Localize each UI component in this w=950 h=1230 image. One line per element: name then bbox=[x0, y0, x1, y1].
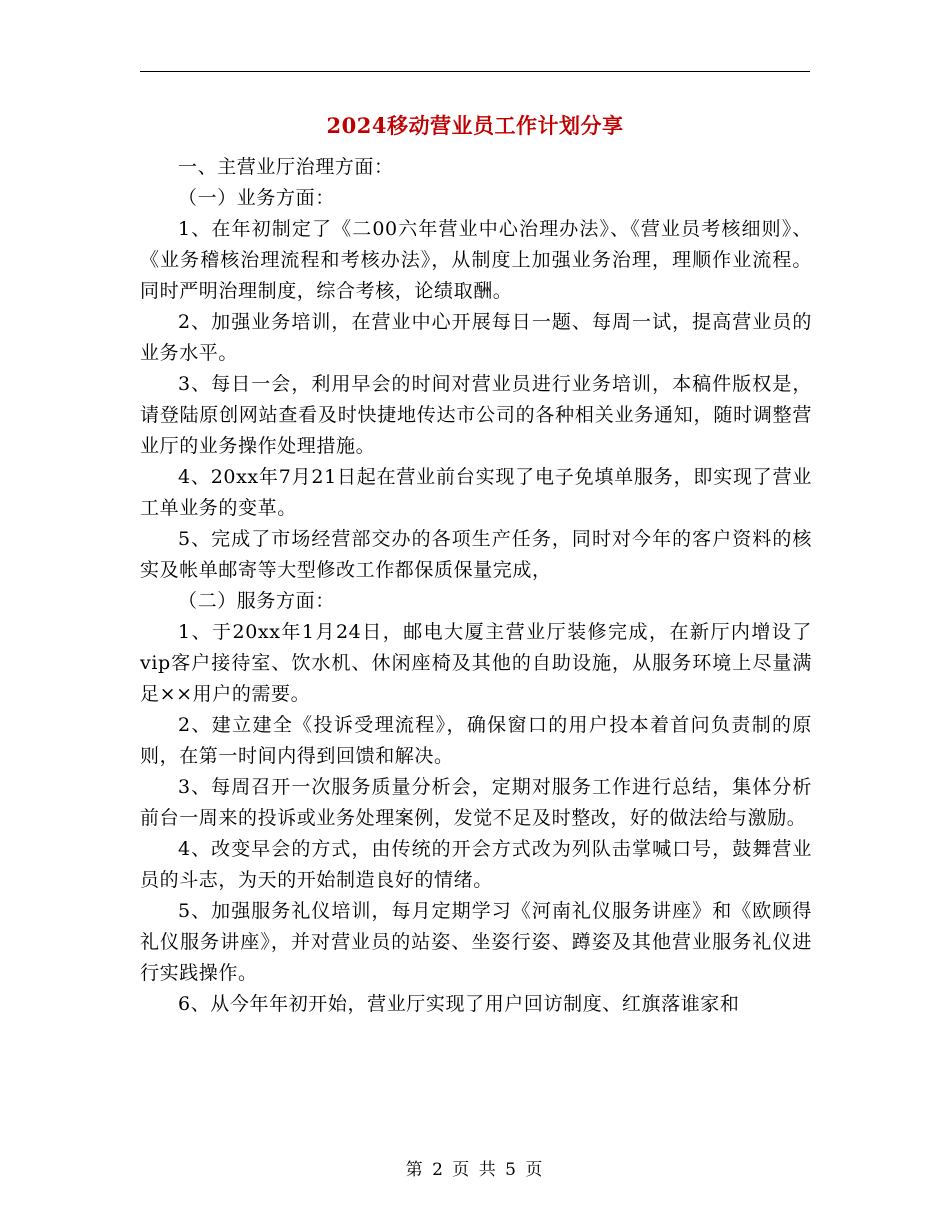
header-rule bbox=[140, 71, 810, 72]
paragraph: 一、主营业厅治理方面： bbox=[178, 156, 394, 178]
paragraph: 6、从今年年初开始，营业厅实现了用户回访制度、红旗落谁家和 bbox=[178, 993, 740, 1015]
document-title: 2024移动营业员工作计划分享 bbox=[326, 113, 624, 138]
paragraph: 4、改变早会的方式，由传统的开会方式改为列队击掌喊口号，鼓舞营业员的斗志，为天的开始制造良好的情绪。 bbox=[140, 838, 812, 891]
document-body bbox=[140, 152, 812, 1020]
paragraph: 2、加强业务培训，在营业中心开展每日一题、每周一试，提高营业员的业务水平。 bbox=[140, 311, 812, 364]
paragraph: 3、每周召开一次服务质量分析会，定期对服务工作进行总结，集体分析前台一周来的投诉或业务处理案例，发觉不足及时整改，好的做法给与激励。 bbox=[140, 776, 812, 829]
paragraph: 2、建立建全《投诉受理流程》，确保窗口的用户投本着首问负责制的原则，在第一时间内得到回馈和解决。 bbox=[140, 714, 812, 767]
paragraph: （一）业务方面： bbox=[178, 187, 335, 209]
page-number: 第 2 页 共 5 页 bbox=[405, 1160, 545, 1180]
paragraph: 5、加强服务礼仪培训，每月定期学习《河南礼仪服务讲座》和《欧顾得礼仪服务讲座》，并对营业员的站姿、坐姿行姿、蹲姿及其他营业服务礼仪进行实践操作。 bbox=[140, 900, 812, 984]
paragraph: 5、完成了市场经营部交办的各项生产任务，同时对今年的客户资料的核实及帐单邮寄等大型修改工作都保质保量完成， bbox=[140, 528, 812, 581]
paragraph: （二）服务方面： bbox=[178, 590, 335, 612]
paragraph: 3、每日一会，利用早会的时间对营业员进行业务培训，本稿件版权是，请登陆原创网站查看及时快捷地传达市公司的各种相关业务通知，随时调整营业厅的业务操作处理措施。 bbox=[140, 373, 812, 457]
paragraph: 1、于20xx年1月24日，邮电大厦主营业厅装修完成，在新厅内增设了vip客户接待室、饮水机、休闲座椅及其他的自助设施，从服务环境上尽量满足××用户的需要。 bbox=[140, 621, 812, 705]
paragraph: 4、20xx年7月21日起在营业前台实现了电子免填单服务，即实现了营业工单业务的变革。 bbox=[140, 466, 812, 519]
paragraph: 1、在年初制定了《二00六年营业中心治理办法》、《营业员考核细则》、《业务稽核治理流程和考核办法》，从制度上加强业务治理，理顺作业流程。同时严明治理制度，综合考核，论绩取酬。 bbox=[140, 218, 812, 302]
